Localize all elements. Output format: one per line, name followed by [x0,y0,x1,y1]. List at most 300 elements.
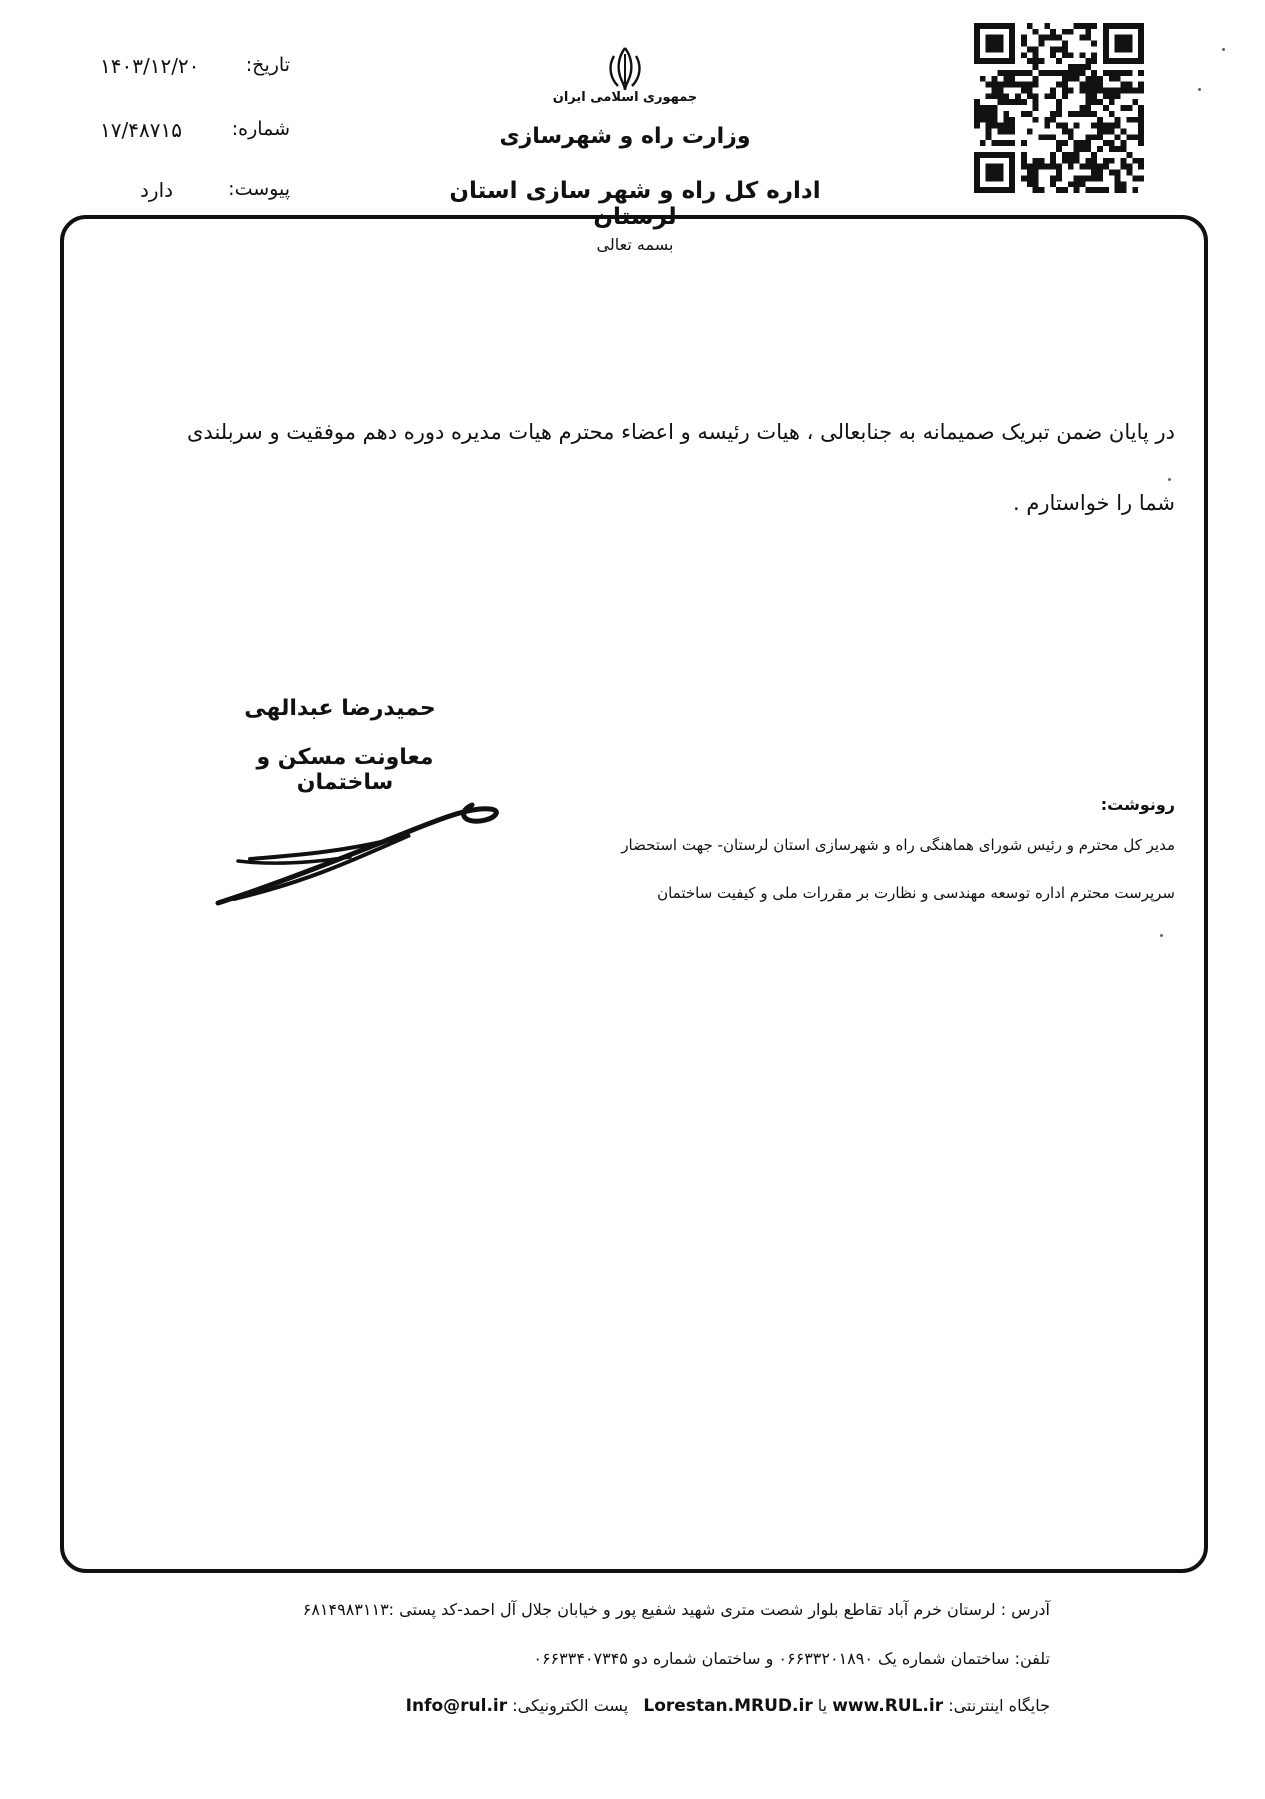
qr-module [1126,82,1132,88]
qr-module [1121,158,1127,164]
qr-module [1027,111,1033,117]
qr-module [1021,82,1027,88]
qr-module [1080,82,1086,88]
qr-module [986,23,992,29]
qr-module [1074,140,1080,146]
qr-module [1121,146,1127,152]
qr-module [992,105,998,111]
qr-module [1115,181,1121,187]
qr-module [1138,111,1144,117]
attachment-row [80,178,290,212]
qr-module [1091,93,1097,99]
qr-module [1121,181,1127,187]
qr-module [1027,23,1033,29]
qr-module [1138,35,1144,41]
qr-module [1115,41,1121,47]
qr-module [1138,175,1144,181]
qr-module [992,87,998,93]
qr-module [1091,99,1097,105]
qr-module [1009,129,1015,135]
qr-module [1038,70,1044,76]
qr-module [1074,175,1080,181]
qr-module [1009,76,1015,82]
qr-module [986,170,992,176]
qr-module [992,152,998,158]
qr-module [992,175,998,181]
date-row [80,54,290,88]
handwritten-signature [210,795,500,915]
qr-module [1021,152,1027,158]
qr-module [1138,105,1144,111]
qr-module [1003,76,1009,82]
qr-module [1038,58,1044,64]
qr-module [1050,87,1056,93]
qr-module [1097,134,1103,140]
qr-module [1126,23,1132,29]
qr-module [1121,105,1127,111]
qr-module [1121,82,1127,88]
qr-module [1044,123,1050,129]
qr-module [1033,29,1039,35]
qr-module [1038,41,1044,47]
qr-module [1138,129,1144,135]
qr-module [1050,46,1056,52]
qr-module [1056,70,1062,76]
qr-module [997,140,1003,146]
qr-module [1109,93,1115,99]
qr-module [997,23,1003,29]
qr-module [1015,93,1021,99]
qr-module [1132,117,1138,123]
qr-module [1109,23,1115,29]
qr-module [1003,129,1009,135]
qr-module [1080,181,1086,187]
qr-module [1121,87,1127,93]
qr-module [1103,58,1109,64]
qr-module [1056,164,1062,170]
qr-module [1009,158,1015,164]
qr-module [1126,152,1132,158]
cc-item: مدیر کل محترم و رئیس شورای هماهنگی راه و شهرسازی استان لرستان- جهت استحضار [621,836,1175,854]
qr-module [1097,175,1103,181]
qr-module [1085,87,1091,93]
qr-module [1068,29,1074,35]
qr-module [1126,170,1132,176]
qr-module [997,152,1003,158]
qr-module [1033,181,1039,187]
qr-code [974,22,1144,194]
qr-module [1009,29,1015,35]
qr-module [1126,46,1132,52]
qr-module [1103,129,1109,135]
qr-module [1021,164,1027,170]
footer-phone: تلفن: ساختمان شماره یک ۰۶۶۳۳۲۰۱۸۹۰ و ساختمان شماره دو ۰۶۶۳۳۴۰۷۳۴۵ [533,1649,1050,1668]
qr-module [1062,82,1068,88]
qr-module [1091,170,1097,176]
date-value: ۱۴۰۳/۱۲/۲۰ [100,54,200,78]
qr-module [1003,93,1009,99]
signatory-name: حمیدرضا عبدالهی [244,696,436,721]
qr-module [1050,181,1056,187]
qr-module [1015,99,1021,105]
qr-module [1080,87,1086,93]
qr-module [997,129,1003,135]
qr-module [1050,29,1056,35]
qr-module [1050,175,1056,181]
qr-module [1121,140,1127,146]
qr-module [1027,129,1033,135]
qr-module [1103,164,1109,170]
qr-module [1085,76,1091,82]
qr-module [1138,140,1144,146]
attachment-value: دارد [140,178,174,202]
qr-module [1074,64,1080,70]
qr-module [1138,87,1144,93]
qr-module [1080,70,1086,76]
qr-module [1091,164,1097,170]
web-link-primary[interactable]: www.RUL.ir [832,1696,944,1716]
qr-module [1074,181,1080,187]
qr-module [1056,170,1062,176]
qr-module [1044,35,1050,41]
qr-module [1091,23,1097,29]
qr-module [1009,82,1015,88]
qr-module [1009,187,1015,193]
qr-module [1085,23,1091,29]
qr-module [1009,41,1015,47]
attachment-label: پیوست: [228,178,290,200]
qr-module [1138,46,1144,52]
qr-module [986,111,992,117]
qr-module [1003,58,1009,64]
qr-module [980,111,986,117]
email-link[interactable]: Info@rul.ir [405,1696,508,1716]
web-link-secondary[interactable]: Lorestan.MRUD.ir [643,1696,813,1716]
qr-module [997,70,1003,76]
qr-module [1115,87,1121,93]
qr-module [1132,99,1138,105]
qr-module [1115,76,1121,82]
qr-module [1091,82,1097,88]
qr-module [1068,134,1074,140]
number-label: شماره: [231,118,290,140]
qr-module [1056,58,1062,64]
qr-module [1115,146,1121,152]
qr-module [1138,123,1144,129]
qr-module [992,164,998,170]
qr-module [992,140,998,146]
qr-module [980,152,986,158]
qr-module [1085,164,1091,170]
qr-module [1033,76,1039,82]
qr-module [986,41,992,47]
qr-module [1062,123,1068,129]
qr-module [1126,41,1132,47]
qr-module [1044,117,1050,123]
qr-module [1009,164,1015,170]
qr-module [1115,46,1121,52]
qr-module [1132,158,1138,164]
qr-module [1033,46,1039,52]
qr-module [1115,170,1121,176]
qr-module [992,93,998,99]
qr-module [1056,99,1062,105]
qr-module [997,35,1003,41]
signatory-title: معاونت مسکن و ساختمان [256,745,434,795]
qr-module [1080,52,1086,58]
qr-module [1109,170,1115,176]
qr-module [1009,46,1015,52]
qr-module [1003,23,1009,29]
qr-module [1003,152,1009,158]
qr-module [986,82,992,88]
qr-module [1126,58,1132,64]
qr-module [1003,70,1009,76]
qr-module [980,187,986,193]
qr-module [1050,111,1056,117]
qr-module [1103,35,1109,41]
qr-module [1091,175,1097,181]
qr-module [1080,64,1086,70]
qr-module [1132,23,1138,29]
qr-module [980,76,986,82]
qr-module [1115,175,1121,181]
qr-module [980,140,986,146]
qr-module [1027,181,1033,187]
qr-module [1121,129,1127,135]
qr-module [974,52,980,58]
qr-module [986,105,992,111]
qr-module [992,117,998,123]
qr-module [1062,152,1068,158]
qr-module [1003,123,1009,129]
qr-module [1091,134,1097,140]
qr-module [974,41,980,47]
qr-module [1056,35,1062,41]
qr-module [1056,146,1062,152]
qr-module [1062,52,1068,58]
qr-module [1115,117,1121,123]
qr-module [1121,41,1127,47]
qr-module [1085,140,1091,146]
qr-module [992,187,998,193]
qr-module [1085,82,1091,88]
qr-module [1044,134,1050,140]
qr-module [992,35,998,41]
qr-module [1068,158,1074,164]
qr-module [1080,111,1086,117]
qr-module [1044,93,1050,99]
qr-module [1097,164,1103,170]
qr-module [1033,64,1039,70]
qr-module [997,93,1003,99]
qr-module [1033,164,1039,170]
qr-module [1121,164,1127,170]
qr-module [1115,93,1121,99]
qr-module [1044,164,1050,170]
qr-module [980,117,986,123]
qr-module [1085,105,1091,111]
qr-module [1009,52,1015,58]
qr-module [1050,35,1056,41]
qr-module [1097,99,1103,105]
qr-module [1003,111,1009,117]
qr-module [1080,105,1086,111]
qr-module [1056,46,1062,52]
qr-module [1097,82,1103,88]
qr-module [1033,99,1039,105]
qr-module [1085,58,1091,64]
qr-module [986,134,992,140]
qr-module [1085,64,1091,70]
qr-module [1097,170,1103,176]
qr-module [1115,70,1121,76]
margin-mark [1160,934,1163,937]
qr-module [1109,70,1115,76]
margin-mark [1198,88,1201,91]
qr-module [1097,146,1103,152]
qr-module [1103,140,1109,146]
qr-module [1033,58,1039,64]
qr-module [986,129,992,135]
qr-module [1033,52,1039,58]
qr-module [1138,29,1144,35]
qr-module [1009,181,1015,187]
qr-module [1027,164,1033,170]
qr-module [1074,146,1080,152]
qr-module [997,99,1003,105]
qr-module [1062,70,1068,76]
qr-module [1050,158,1056,164]
qr-module [997,46,1003,52]
qr-module [1027,70,1033,76]
qr-module [974,170,980,176]
qr-module [1121,35,1127,41]
qr-module [1138,158,1144,164]
qr-module [1027,58,1033,64]
qr-module [974,152,980,158]
qr-module [992,170,998,176]
qr-module [1009,99,1015,105]
qr-module [1056,175,1062,181]
qr-module [1091,87,1097,93]
qr-module [1097,187,1103,193]
qr-module [1044,70,1050,76]
qr-module [1085,175,1091,181]
qr-module [992,46,998,52]
qr-module [1021,41,1027,47]
qr-module [1009,58,1015,64]
qr-module [1126,105,1132,111]
qr-module [986,175,992,181]
qr-module [974,99,980,105]
qr-module [1103,187,1109,193]
qr-module [1068,111,1074,117]
qr-module [1074,158,1080,164]
qr-module [1003,140,1009,146]
qr-module [1062,41,1068,47]
qr-module [1009,70,1015,76]
qr-module [1021,52,1027,58]
qr-module [980,105,986,111]
qr-module [1021,87,1027,93]
body-line-1: در پایان ضمن تبریک صمیمانه به جنابعالی ، هیات رئیسه و اعضاء محترم هیات مدیره دوره دهم موفقیت و سربلندی [187,420,1175,444]
qr-module [974,58,980,64]
qr-module [1126,35,1132,41]
qr-module [1109,146,1115,152]
qr-module [1033,175,1039,181]
qr-module [974,187,980,193]
qr-module [1091,123,1097,129]
qr-module [1138,70,1144,76]
qr-module [1097,123,1103,129]
qr-module [1115,187,1121,193]
qr-module [1103,41,1109,47]
qr-module [1027,46,1033,52]
qr-module [1003,82,1009,88]
qr-module [992,82,998,88]
qr-module [1080,140,1086,146]
qr-module [1103,70,1109,76]
web-joiner: یا [817,1696,828,1715]
qr-module [1091,187,1097,193]
qr-module [992,111,998,117]
qr-module [1021,158,1027,164]
qr-module [1062,87,1068,93]
qr-module [1027,93,1033,99]
qr-module [1085,134,1091,140]
qr-module [997,164,1003,170]
bismillah: بسمه تعالی [596,235,674,254]
qr-module [974,181,980,187]
qr-module [1056,187,1062,193]
qr-module [1033,105,1039,111]
qr-module [992,41,998,47]
qr-module [1126,87,1132,93]
qr-module [1109,158,1115,164]
qr-module [1097,117,1103,123]
number-value: ۱۷/۴۸۷۱۵ [100,118,182,142]
qr-module [1050,152,1056,158]
qr-module [1009,117,1015,123]
qr-module [1074,123,1080,129]
qr-module [986,35,992,41]
qr-module [986,187,992,193]
margin-mark [1222,48,1225,51]
qr-module [1038,187,1044,193]
qr-module [1115,123,1121,129]
qr-module [1121,46,1127,52]
qr-module [1074,23,1080,29]
qr-module [1021,35,1027,41]
qr-module [1109,111,1115,117]
qr-module [1097,76,1103,82]
qr-module [1085,29,1091,35]
qr-module [1021,140,1027,146]
qr-module [1056,82,1062,88]
qr-module [1085,99,1091,105]
qr-module [1056,140,1062,146]
qr-module [1009,140,1015,146]
qr-module [1091,152,1097,158]
ministry-title: وزارت راه و شهرسازی [499,124,751,149]
qr-module [1009,170,1015,176]
qr-module [1103,23,1109,29]
qr-module [974,35,980,41]
qr-module [1103,87,1109,93]
qr-module [1138,82,1144,88]
qr-module [1009,23,1015,29]
